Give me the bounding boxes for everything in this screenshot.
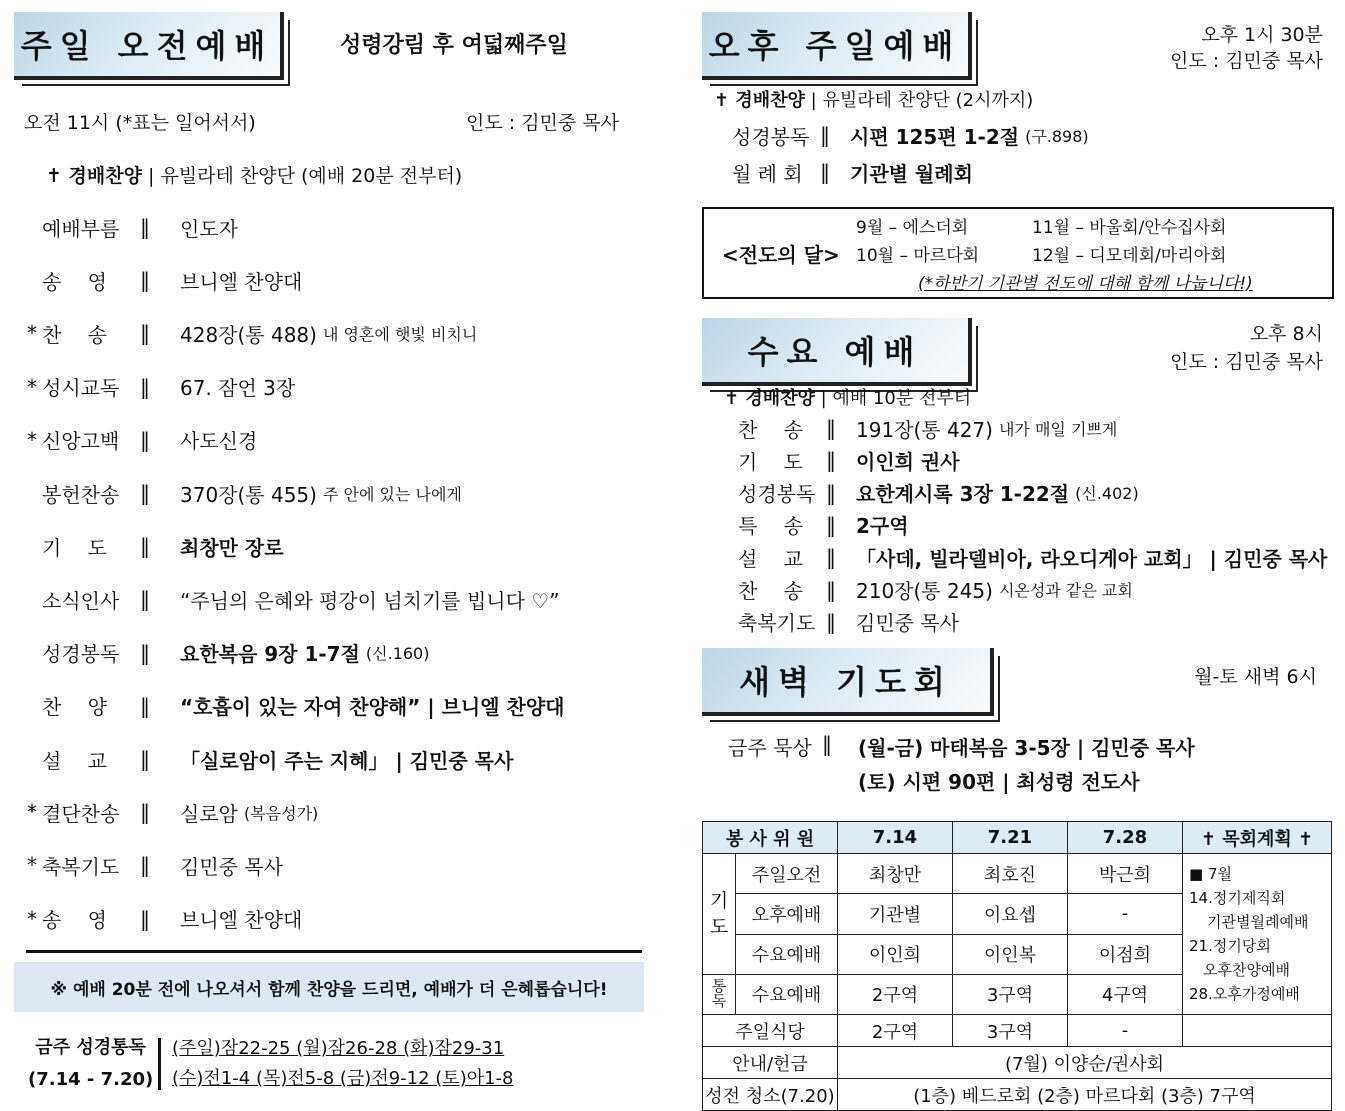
order-label: 찬 송 [738,579,813,603]
separator: ‖ [826,480,836,505]
table-cell: (7월) 이양순/권사회 [838,1047,1332,1079]
afternoon-praise-sep: | [810,90,823,111]
order-label: 신앙고백 [42,429,120,454]
order-label: 봉헌찬송 [42,482,120,507]
wednesday-praise [724,384,971,410]
order-note: 내가 매일 기쁘게 [998,419,1118,439]
separator: ‖ [140,534,150,559]
notice-text: ※ 예배 20분 전에 나오셔서 함께 찬양을 드리면, 예배가 더 은혜롭습니다! [50,979,608,1000]
order-item [22,263,302,297]
order-item [22,210,238,244]
separator: ‖ [140,853,150,878]
dawn-line-1: (월-금) 마태복음 3-5장 | 김민중 목사 [858,736,1195,760]
afternoon-leader: 인도 : 김민중 목사 [1170,50,1323,72]
order-value: 시편 125편 1-2절 [850,124,1020,149]
separator: ‖ [140,321,150,346]
order-item [22,689,565,723]
separator: ‖ [826,545,836,570]
order-item [22,423,257,457]
reading-divider [158,1038,161,1090]
order-value: 사도신경 [180,429,258,454]
stand-mark: * [27,374,37,399]
order-item [22,636,429,670]
separator: ‖ [140,427,150,452]
separator: ‖ [140,747,150,771]
separator: ‖ [140,906,150,931]
table-cell: 이인복 [953,934,1068,974]
mission-note: (*하반기 기관별 전도에 대해 함께 나눕니다!) [918,274,1253,294]
reading-label-1: 금주 성경통독 [35,1037,146,1058]
table-cell: 2구역 [838,974,953,1014]
table-cell: - [1068,1015,1183,1047]
separator: ‖ [826,448,836,473]
morning-service-title: 주일 오전예배 [14,12,284,80]
separator: ‖ [140,800,150,825]
table-header-plan: ✝ 목회계획 ✝ [1183,822,1332,854]
order-label: 송 영 [42,908,117,933]
order-note: (신.160) [365,644,430,664]
table-cell: 4구역 [1068,974,1183,1014]
afternoon-praise [714,86,1033,112]
table-cell: 이인희 [838,934,953,974]
order-value: 요한계시록 3장 1-22절 [856,482,1070,507]
order-item [22,902,302,936]
separator: ‖ [140,587,150,612]
order-note: 시온성과 같은 교회 [998,581,1133,600]
order-item [22,848,283,882]
table-header-date: 7.28 [1068,822,1183,854]
order-label: 기 도 [42,535,117,560]
row-label: 주일식당 [703,1015,838,1047]
separator: ‖ [140,374,150,399]
order-value: 2구역 [856,514,909,539]
plan-line: 28.오후가정예배 [1189,985,1300,1003]
separator: ‖ [140,693,150,718]
row-label: 성전 청소(7.20) [703,1079,838,1111]
order-value: 브니엘 찬양대 [180,908,303,933]
wednesday-time-text: 오후 8시 [1249,323,1323,345]
order-note: (복음성가) [243,803,319,823]
wednesday-praise-label: ✝ 경배찬양 [724,388,815,409]
order-value: 요한복음 9장 1-7절 [180,642,360,667]
order-note: 주 안에 있는 나에게 [322,484,462,504]
order-label: 찬 송 [42,322,117,347]
order-item [22,742,513,776]
table-row [703,1047,1332,1079]
order-label: 성경봉독 [738,482,816,507]
wednesday-item [738,575,1133,605]
reading-group-label: 통 독 [703,974,736,1014]
table-cell: 2구역 [838,1015,953,1047]
row-label: 주일오전 [736,854,838,894]
table-cell: 박근희 [1068,854,1183,894]
afternoon-praise-label: ✝ 경배찬양 [714,90,805,111]
order-label: 축복기도 [42,854,120,879]
table-cell: 최창만 [838,854,953,894]
table-cell: - [1068,894,1183,934]
table-cell: (1층) 베드로회 (2층) 마르다회 (3층) 7구역 [838,1079,1332,1111]
order-label: 찬 양 [42,695,117,720]
table-row [703,1079,1332,1111]
reading-plan [172,1034,514,1094]
separator: ‖ [826,416,836,440]
afternoon-time [1170,22,1323,74]
order-label: 설 교 [42,748,117,773]
sunday-subtitle: 성령강림 후 여덟째주일 [340,33,568,58]
order-label: 송 영 [42,269,117,294]
stand-mark: * [27,321,37,346]
plan-line: ■ 7월 [1189,865,1232,883]
order-label: 기 도 [738,449,813,474]
stand-mark: * [27,800,37,825]
afternoon-praise-text: 유빌라테 찬양단 (2시까지) [822,90,1034,111]
morning-time: 오전 11시 (*표는 일어서서) [24,112,256,134]
separator: ‖ [826,577,836,602]
separator: ‖ [140,215,150,239]
mission-nov: 11월 – 바울회/안수집사회 [1032,218,1227,238]
mission-dec: 12월 – 디모데회/마리아회 [1032,246,1227,266]
plan-line: 14.정기제직회 [1189,889,1286,907]
order-value: 김민중 목사 [180,854,283,879]
reading-label [28,1032,153,1096]
divider [26,950,642,953]
row-label: 수요예배 [736,934,838,974]
reading-label-2: (7.14 - 7.20) [28,1069,154,1090]
order-value: 이인희 권사 [856,449,960,474]
mission-month-box [702,207,1334,299]
wednesday-service-title: 수요 예배 [702,318,972,386]
order-value: 210장(통 245) [856,579,993,603]
separator: ‖ [820,160,830,184]
wednesday-item [738,510,909,540]
mission-oct: 10월 – 마르다회 [856,246,980,266]
wednesday-item [738,478,1139,508]
order-value: 인도자 [180,216,238,241]
order-item [22,529,284,563]
row-label: 안내/헌금 [703,1047,838,1079]
dawn-prayer-title: 새벽 기도회 [702,648,994,716]
stand-mark: * [27,853,37,878]
wednesday-item [738,607,959,637]
praise-label: ✝ 경배찬양 [46,165,142,187]
afternoon-service-title: 오후 주일예배 [702,12,972,80]
table-cell: 이점희 [1068,934,1183,974]
plan-line: 21.정기당회 [1189,937,1271,955]
wednesday-praise-text: 예배 10분 전부터 [832,388,972,409]
order-label: 예배부름 [42,216,120,241]
plan-line: 기관별월례예배 [1207,913,1309,931]
reading-line-2: (수)전1-4 (목)전5-8 (금)전9-12 (토)아1-8 [172,1068,514,1089]
order-item [22,476,462,510]
table-cell: 최호진 [953,854,1068,894]
mission-sep: 9월 – 에스더회 [856,218,969,238]
morning-leader: 인도 : 김민중 목사 [466,112,619,134]
wednesday-leader: 인도 : 김민중 목사 [1170,351,1323,373]
row-label: 오후예배 [736,894,838,934]
table-header-date: 7.21 [953,822,1068,854]
morning-praise [46,161,462,188]
pastoral-plan [1183,854,1332,1015]
mission-label: <전도의 달> [722,243,840,267]
order-note: (구.898) [1025,126,1089,146]
wednesday-time [1170,320,1323,376]
wednesday-item [738,542,1327,572]
dawn-time: 월-토 새벽 6시 [1194,666,1317,688]
order-item [22,795,318,829]
dawn-sep: ‖ [822,732,832,756]
afternoon-item [732,120,1089,150]
separator: ‖ [140,640,150,665]
separator: ‖ [820,123,830,147]
order-value: 기관별 월례회 [850,161,973,186]
plan-line: 오후찬양예배 [1203,961,1290,979]
wednesday-item [738,413,1117,443]
order-value: 428장(통 488) [180,322,317,347]
order-value: 191장(통 427) [856,417,993,442]
order-value: 실로암 [180,801,238,826]
separator: ‖ [140,481,150,505]
order-item [22,316,477,350]
reading-line-1: (주일)잠22-25 (월)잠26-28 (화)잠29-31 [172,1038,505,1059]
order-note: (신.402) [1075,484,1139,504]
order-value: 브니엘 찬양대 [180,269,303,294]
order-label: 성시교독 [42,376,120,401]
order-value: 370장(통 455) [180,482,317,507]
notice-banner [14,962,644,1012]
table-cell: 이요셉 [953,894,1068,934]
order-label: 소식인사 [42,588,120,613]
order-label: 결단찬송 [42,801,120,826]
table-header-date: 7.14 [838,822,953,854]
row-label: 수요예배 [736,974,838,1014]
order-label: 특 송 [738,514,813,539]
order-note: 내 영혼에 햇빛 비치니 [322,324,478,344]
table-row [703,854,1332,894]
separator: ‖ [826,609,836,634]
table-header-role: 봉 사 위 원 [703,822,838,854]
order-value: 「실로암이 주는 지혜」 | 김민중 목사 [180,748,514,773]
order-item [22,582,560,616]
order-value: “주님의 은혜와 평강이 넘치기를 빕니다 ♡” [180,588,560,613]
order-label: 성경봉독 [732,124,810,149]
service-schedule-table [702,821,1332,1111]
order-label: 축복기도 [738,611,816,636]
order-label: 성경봉독 [42,642,120,667]
separator: ‖ [826,512,836,537]
dawn-label: 금주 묵상 [728,736,812,760]
wednesday-praise-sep: | [820,388,833,409]
wednesday-item [738,445,960,475]
afternoon-time-text: 오후 1시 30분 [1201,24,1323,46]
table-cell: 기관별 [838,894,953,934]
order-value: 최창만 장로 [180,535,284,560]
order-value: 「사데, 빌라델비아, 라오디게아 교회」 | 김민중 목사 [856,546,1328,571]
afternoon-item [732,157,973,187]
order-label: 찬 송 [738,417,813,442]
separator: ‖ [140,268,150,293]
stand-mark: * [27,906,37,931]
dawn-line-2: (토) 시편 90편 | 최성령 전도사 [858,770,1140,794]
order-item [22,370,295,404]
table-cell [1183,1015,1332,1047]
table-cell: 3구역 [953,1015,1068,1047]
order-label: 월 례 회 [732,161,803,186]
order-value: 67. 잠언 3장 [180,376,296,401]
stand-mark: * [27,427,37,452]
table-cell: 3구역 [953,974,1068,1014]
praise-sep: | [148,165,161,187]
order-value: 김민중 목사 [856,611,959,636]
table-row [703,1015,1332,1047]
prayer-group-label: 기 도 [703,854,736,975]
order-value: “호흡이 있는 자여 찬양해” | 브니엘 찬양대 [180,695,565,720]
praise-text: 유빌라테 찬양단 (예배 20분 전부터) [160,165,463,187]
order-label: 설 교 [738,546,813,571]
